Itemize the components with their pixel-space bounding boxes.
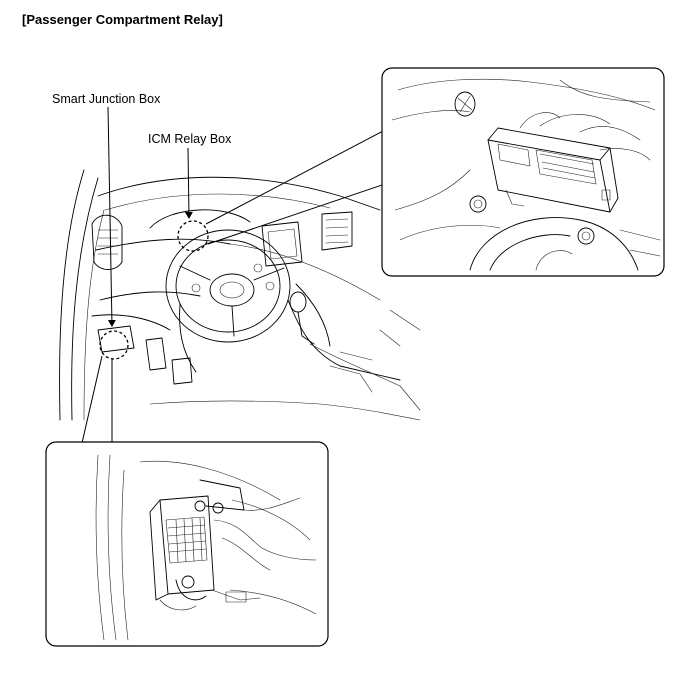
icm-callout-line-top [206,130,385,224]
smart-junction-box-locator-circle [100,331,128,359]
dashboard-illustration [60,170,420,420]
smart-junction-box-label: Smart Junction Box [52,92,161,106]
smart-junction-box-detail-inset [46,442,328,646]
page-title: [Passenger Compartment Relay] [22,12,223,27]
icm-relay-box-locator-circle [178,221,208,251]
icm-relay-box-label: ICM Relay Box [148,132,232,146]
icm-relay-box-detail-inset [382,68,664,276]
sjb-callout-line-left [82,356,102,443]
smart-junction-box-arrow [108,107,112,326]
icm-relay-box-arrow [188,148,189,218]
